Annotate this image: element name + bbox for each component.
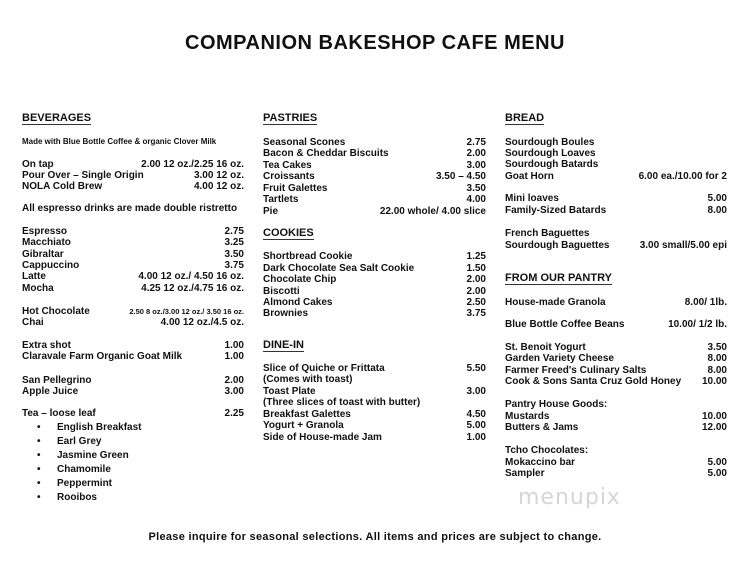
item-name: Croissants xyxy=(263,171,315,182)
item-name: FROM OUR PANTRY xyxy=(505,272,612,284)
item-name: Cappuccino xyxy=(22,260,80,271)
item-price: 10.00/ 1/2 lb. xyxy=(668,319,727,330)
item-name: Butters & Jams xyxy=(505,422,579,433)
item-name: Garden Variety Cheese xyxy=(505,353,614,364)
menu-footer: Please inquire for seasonal selections. All items and prices are subject to change. xyxy=(148,531,602,543)
item-price: 5.00 xyxy=(707,457,727,468)
item-price: 3.25 xyxy=(224,237,244,248)
item-price: 2.00 xyxy=(466,286,486,297)
item-name: Side of House-made Jam xyxy=(263,432,382,443)
item-name: House-made Granola xyxy=(505,297,606,308)
item-name: Pantry House Goods: xyxy=(505,399,608,410)
item-name: Toast Plate xyxy=(263,386,316,397)
menu-item xyxy=(505,204,727,217)
item-price: 8.00 xyxy=(707,365,727,376)
menu-item xyxy=(22,350,244,363)
item-name: NOLA Cold Brew xyxy=(22,181,103,192)
menu-item xyxy=(263,431,486,444)
item-price: 10.00 xyxy=(701,411,727,422)
item-name: Bacon & Cheddar Biscuits xyxy=(263,148,389,159)
menu-item xyxy=(22,449,244,462)
item-name: French Baguettes xyxy=(505,228,590,239)
item-price: 3.00 12 oz. xyxy=(193,170,244,181)
item-name: Tartlets xyxy=(263,194,299,205)
item-price: 2.50 xyxy=(466,297,486,308)
item-name: PASTRIES xyxy=(263,112,318,124)
item-price: 3.50 xyxy=(224,249,244,260)
item-name: Biscotti xyxy=(263,286,300,297)
bullet-icon: • xyxy=(37,422,41,433)
menu-item xyxy=(22,282,244,295)
item-name: Jasmine Green xyxy=(57,450,129,461)
section-heading xyxy=(505,272,727,285)
watermark-logo: menupix xyxy=(518,485,621,510)
item-name: (Comes with toast) xyxy=(263,374,353,385)
section-heading xyxy=(263,339,486,352)
item-price: 4.00 12 oz./ 4.50 16 oz. xyxy=(138,271,244,282)
item-price: 3.50 xyxy=(707,342,727,353)
item-name: Macchiato xyxy=(22,237,71,248)
item-name: Farmer Freed's Culinary Salts xyxy=(505,365,647,376)
item-price: 1.00 xyxy=(224,340,244,351)
item-name: Mokaccino bar xyxy=(505,457,576,468)
item-price: 1.50 xyxy=(466,263,486,274)
item-price: 5.50 xyxy=(466,363,486,374)
item-name: All espresso drinks are made double ristretto xyxy=(22,203,238,214)
item-price: 3.75 xyxy=(466,308,486,319)
item-name: Almond Cakes xyxy=(263,297,333,308)
item-name: On tap xyxy=(22,159,54,170)
item-price: 4.50 xyxy=(466,409,486,420)
menu-item xyxy=(505,170,727,183)
item-price: 4.00 12 oz./4.5 oz. xyxy=(160,317,244,328)
item-price: 1.00 xyxy=(224,351,244,362)
menu-item xyxy=(22,477,244,490)
item-name: Sourdough Batards xyxy=(505,159,599,170)
item-name: BEVERAGES xyxy=(22,112,92,124)
item-name: Extra shot xyxy=(22,340,71,351)
item-name: Brownies xyxy=(263,308,309,319)
item-price: 2.75 xyxy=(466,137,486,148)
item-name: Hot Chocolate xyxy=(22,306,90,317)
item-price: 3.50 xyxy=(466,183,486,194)
item-price: 3.75 xyxy=(224,260,244,271)
item-name: St. Benoit Yogurt xyxy=(505,342,586,353)
menu-item xyxy=(505,375,727,388)
item-name: Tea – loose leaf xyxy=(22,408,96,419)
item-price: 5.00 xyxy=(707,193,727,204)
item-name: Sourdough Boules xyxy=(505,137,595,148)
item-price: 8.00 xyxy=(707,353,727,364)
section-heading xyxy=(263,227,486,240)
bullet-icon: • xyxy=(37,492,41,503)
item-name: DINE-IN xyxy=(263,339,304,351)
item-name: Latte xyxy=(22,271,46,282)
item-price: 3.00 xyxy=(224,386,244,397)
menu-item xyxy=(22,316,244,329)
item-name: Dark Chocolate Sea Salt Cookie xyxy=(263,263,415,274)
item-name: Sourdough Loaves xyxy=(505,148,596,159)
menu-item xyxy=(263,307,486,320)
item-name: Peppermint xyxy=(57,478,113,489)
bullet-icon: • xyxy=(37,464,41,475)
bullet-icon: • xyxy=(37,450,41,461)
item-price: 5.00 xyxy=(707,468,727,479)
item-price: 2.00 xyxy=(466,148,486,159)
item-price: 8.00 xyxy=(707,205,727,216)
menu-item xyxy=(22,180,244,193)
item-price: 4.00 xyxy=(466,194,486,205)
item-price: 2.00 12 oz./2.25 16 oz. xyxy=(141,159,244,170)
section-heading xyxy=(505,112,727,125)
menu-item xyxy=(505,296,727,309)
item-name: BREAD xyxy=(505,112,545,124)
item-name: Mocha xyxy=(22,283,54,294)
item-name: Gibraltar xyxy=(22,249,64,260)
item-name: Espresso xyxy=(22,226,68,237)
item-name: Tea Cakes xyxy=(263,160,312,171)
menu-item xyxy=(22,407,244,420)
menu-item xyxy=(22,435,244,448)
menu-note xyxy=(22,202,244,215)
item-name: Breakfast Galettes xyxy=(263,409,351,420)
item-name: Seasonal Scones xyxy=(263,137,346,148)
menu-item xyxy=(505,318,727,331)
item-price: 5.00 xyxy=(466,420,486,431)
item-name: Sampler xyxy=(505,468,545,479)
item-price: 3.50 – 4.50 xyxy=(435,171,486,182)
item-name: Slice of Quiche or Frittata xyxy=(263,363,385,374)
item-name: (Three slices of toast with butter) xyxy=(263,397,421,408)
menu-item xyxy=(505,467,727,480)
item-name: Fruit Galettes xyxy=(263,183,328,194)
item-price: 22.00 whole/ 4.00 slice xyxy=(379,206,486,217)
item-name: English Breakfast xyxy=(57,422,142,433)
item-price: 4.00 12 oz. xyxy=(193,181,244,192)
item-name: Sourdough Baguettes xyxy=(505,240,610,251)
item-name: Tcho Chocolates: xyxy=(505,445,589,456)
item-name: Chai xyxy=(22,317,44,328)
item-price: 3.00 small/5.00 epi xyxy=(639,240,727,251)
item-price: 2.75 xyxy=(224,226,244,237)
item-name: Chamomile xyxy=(57,464,111,475)
menu-item xyxy=(22,463,244,476)
item-name: Chocolate Chip xyxy=(263,274,337,285)
item-price: 2.25 xyxy=(224,408,244,419)
item-name: Cook & Sons Santa Cruz Gold Honey xyxy=(505,376,682,387)
section-heading xyxy=(22,112,244,125)
item-price: 1.25 xyxy=(466,251,486,262)
item-price: 10.00 xyxy=(701,376,727,387)
item-price: 8.00/ 1lb. xyxy=(684,297,727,308)
menu-item xyxy=(22,385,244,398)
item-name: San Pellegrino xyxy=(22,375,92,386)
item-name: Goat Horn xyxy=(505,171,554,182)
item-price: 2.00 xyxy=(466,274,486,285)
item-name: Claravale Farm Organic Goat Milk xyxy=(22,351,183,362)
menu-item xyxy=(22,491,244,504)
item-price: 12.00 xyxy=(701,422,727,433)
item-name: Made with Blue Bottle Coffee & organic Clover Milk xyxy=(22,137,217,146)
item-name: Rooibos xyxy=(57,492,97,503)
item-name: Earl Grey xyxy=(57,436,102,447)
item-price: 3.00 xyxy=(466,160,486,171)
menu-item xyxy=(505,239,727,252)
item-price: 4.25 12 oz./4.75 16 oz. xyxy=(141,283,244,294)
item-name: Apple Juice xyxy=(22,386,79,397)
menu-item xyxy=(22,421,244,434)
item-name: Shortbread Cookie xyxy=(263,251,353,262)
item-name: Pour Over – Single Origin xyxy=(22,170,144,181)
item-price: 6.00 ea./10.00 for 2 xyxy=(638,171,727,182)
item-name: Mini loaves xyxy=(505,193,559,204)
item-price: 2.50 8 oz./3.00 12 oz./ 3.50 16 oz. xyxy=(129,307,244,316)
bullet-icon: • xyxy=(37,436,41,447)
menu-item xyxy=(505,421,727,434)
item-price: 2.00 xyxy=(224,375,244,386)
item-name: COOKIES xyxy=(263,227,314,239)
menu-title: COMPANION BAKESHOP CAFE MENU xyxy=(185,32,565,54)
menu-note xyxy=(22,135,244,148)
item-name: Pie xyxy=(263,206,279,217)
section-heading xyxy=(263,112,486,125)
item-name: Yogurt + Granola xyxy=(263,420,344,431)
item-price: 3.00 xyxy=(466,386,486,397)
menu-item xyxy=(263,205,486,218)
item-name: Mustards xyxy=(505,411,550,422)
bullet-icon: • xyxy=(37,478,41,489)
item-price: 1.00 xyxy=(466,432,486,443)
item-name: Blue Bottle Coffee Beans xyxy=(505,319,625,330)
item-name: Family-Sized Batards xyxy=(505,205,607,216)
